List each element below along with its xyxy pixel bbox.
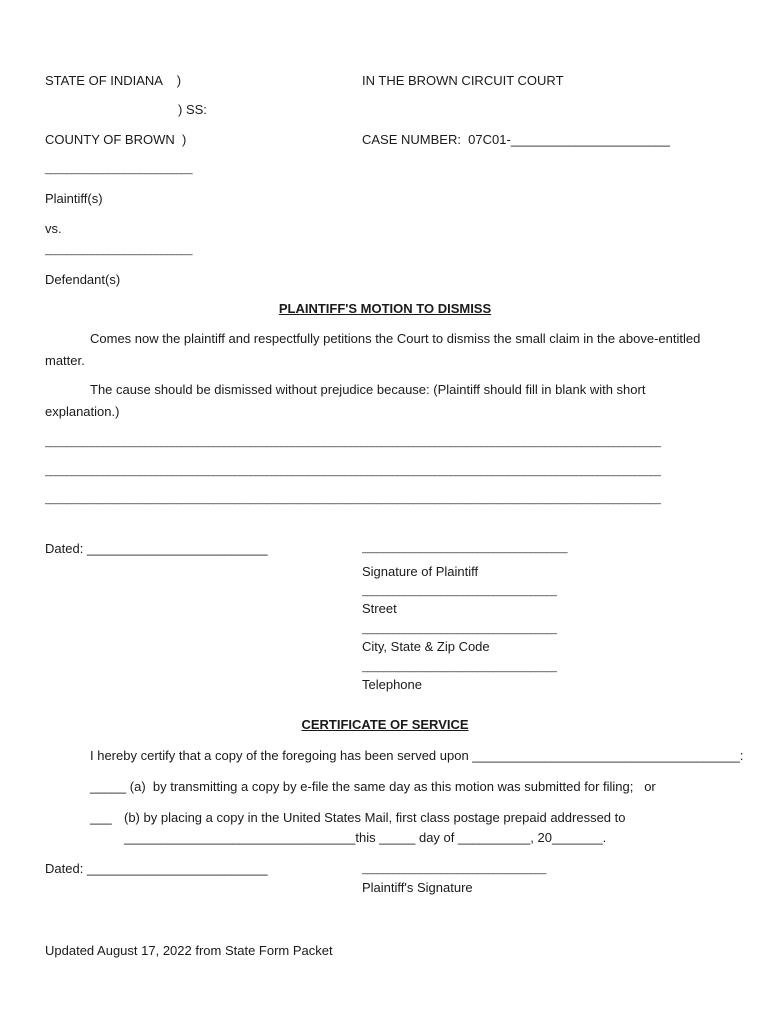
signature-label: Signature of Plaintiff — [362, 564, 479, 579]
signature-line: _______________________________________ — [362, 543, 568, 554]
telephone-label: Telephone — [362, 677, 422, 692]
caption-county: COUNTY OF BROWN ) — [45, 132, 187, 147]
explanation-line-1: _____________________________________________________________________________________________________________________ — [45, 437, 661, 448]
caption-state: STATE OF INDIANA ) — [45, 73, 182, 88]
motion-paragraph-2: The cause should be dismissed without prejudice because: (Plaintiff should fill in blank with short explanation.) — [45, 382, 646, 419]
defendant-label: Defendant(s) — [45, 272, 121, 287]
explanation-line-2: _____________________________________________________________________________________________________________________ — [45, 466, 661, 477]
service-option-a: _____ (a) by transmitting a copy by e-file the same day as this motion was submitted for filing; or — [90, 779, 656, 794]
footer-updated: Updated August 17, 2022 from State Form Packet — [45, 943, 333, 958]
plaintiff-blank-line: ____________________________ — [45, 164, 193, 175]
caption-ss: ) SS: — [178, 102, 207, 117]
street-label: Street — [362, 601, 397, 616]
certificate-signature-line: ___________________________________ — [362, 864, 547, 875]
caption-court: IN THE BROWN CIRCUIT COURT — [362, 73, 564, 88]
certificate-signature-label: Plaintiff's Signature — [362, 880, 473, 895]
certify-statement: I hereby certify that a copy of the foregoing has been served upon _____________________________________: — [90, 748, 744, 763]
certificate-title: CERTIFICATE OF SERVICE — [301, 717, 469, 732]
dated-field: Dated: _________________________ — [45, 541, 268, 556]
telephone-line: _____________________________________ — [362, 662, 557, 673]
motion-title: PLAINTIFF'S MOTION TO DISMISS — [278, 301, 492, 316]
case-number: CASE NUMBER: 07C01-______________________ — [362, 132, 670, 147]
plaintiff-label: Plaintiff(s) — [45, 191, 103, 206]
city-line: _____________________________________ — [362, 624, 557, 635]
explanation-line-3: _____________________________________________________________________________________________________________________ — [45, 494, 661, 505]
motion-paragraph-1: Comes now the plaintiff and respectfully petitions the Court to dismiss the small claim in the above-entitled matter. — [45, 331, 701, 368]
city-label: City, State & Zip Code — [362, 639, 490, 654]
service-option-b: (b) by placing a copy in the United States Mail, first class postage prepaid addressed to — [124, 810, 626, 825]
service-option-b-blank: ___ — [90, 810, 112, 825]
street-line: _____________________________________ — [362, 586, 557, 597]
vs-label: vs. — [45, 221, 62, 236]
service-option-b-date: ________________________________this _____ day of __________, 20_______. — [124, 830, 607, 845]
defendant-blank-line: ____________________________ — [45, 245, 193, 256]
certificate-dated-field: Dated: _________________________ — [45, 861, 268, 876]
